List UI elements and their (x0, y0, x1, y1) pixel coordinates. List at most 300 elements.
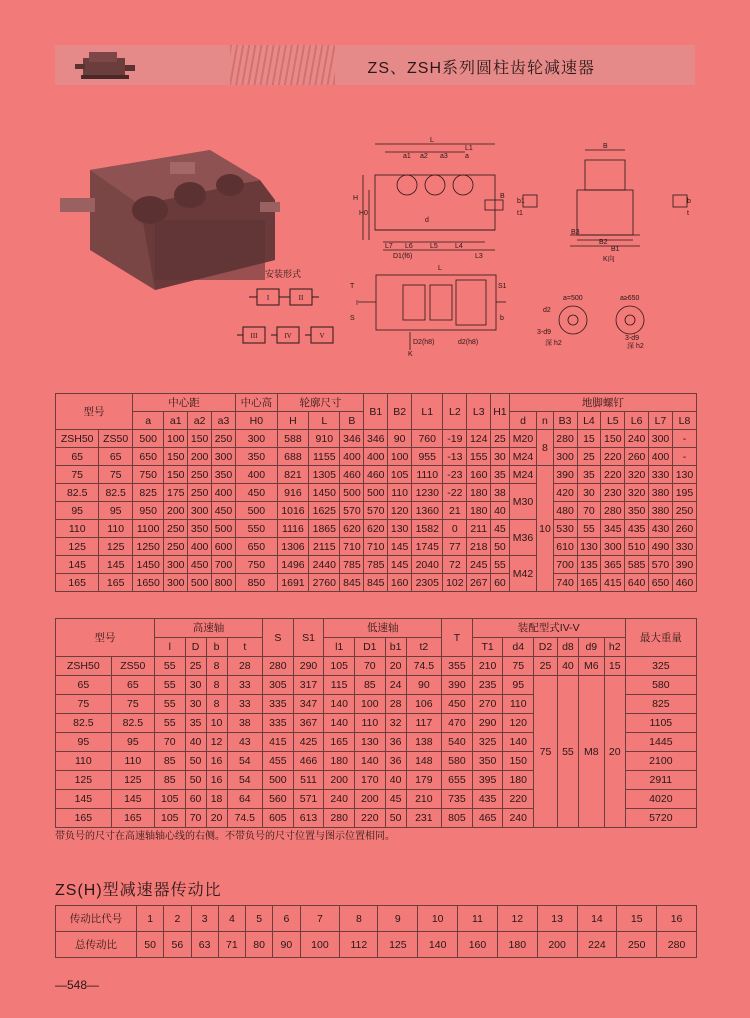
table-cell: 450 (188, 556, 212, 574)
table-cell: 335 (263, 695, 294, 714)
table-cell: 350 (188, 520, 212, 538)
table-cell: 50 (185, 752, 206, 771)
install-form-1: I (266, 294, 270, 302)
svg-text:B1: B1 (611, 246, 620, 253)
table-cell: 16 (206, 771, 227, 790)
table-cell: 38 (491, 484, 510, 502)
table-cell: 218 (467, 538, 491, 556)
ratio-code-row: 传动比代号 1 2 3 4 5 6 7 8 9 10 11 12 13 14 15 16 (56, 906, 697, 932)
table-cell: 28 (385, 695, 406, 714)
table-cell: 430 (649, 520, 673, 538)
table-cell: 130 (577, 538, 601, 556)
table-cell: 355 (442, 657, 473, 676)
table-cell: 5 (246, 906, 273, 932)
svg-text:b: b (500, 315, 504, 322)
svg-text:L: L (430, 137, 434, 144)
table-cell: 5720 (625, 809, 696, 828)
table-cell: 195 (672, 484, 696, 502)
table-cell: 300 (164, 574, 188, 592)
table-cell: 300 (212, 448, 236, 466)
table-cell: 165 (324, 733, 355, 752)
table-cell: M42 (509, 556, 537, 592)
table-cell: 105 (324, 657, 355, 676)
table-cell: 112 (340, 932, 378, 958)
t2-h-model: 型号 (56, 619, 155, 657)
table-cell: 400 (649, 448, 673, 466)
table-cell: 290 (472, 714, 503, 733)
table-cell: 785 (364, 556, 388, 574)
table-cell: 9 (378, 906, 418, 932)
table-cell: 460 (672, 574, 696, 592)
table-cell: 500 (235, 502, 277, 520)
install-forms-diagram (235, 285, 340, 355)
table-cell: 400 (340, 448, 364, 466)
table-cell: 117 (406, 714, 441, 733)
table-cell: 231 (406, 809, 441, 828)
table-cell: 10 (418, 906, 458, 932)
install-form-5: V (319, 332, 325, 340)
table-cell: 165 (56, 574, 99, 592)
table-cell: 220 (601, 448, 625, 466)
table-cell: 70 (354, 657, 385, 676)
table-cell: 102 (443, 574, 467, 592)
table-cell: 140 (503, 733, 534, 752)
svg-text:a2: a2 (420, 153, 428, 160)
table-cell: 511 (293, 771, 324, 790)
table-cell: 55 (154, 714, 185, 733)
table-cell: 330 (649, 466, 673, 484)
svg-text:K向: K向 (603, 256, 615, 263)
table-cell: 200 (324, 771, 355, 790)
table-cell: 35 (491, 466, 510, 484)
table-cell: 90 (273, 932, 300, 958)
table-cell: 588 (277, 430, 308, 448)
table-cell: 335 (263, 714, 294, 733)
table-cell: 130 (388, 520, 412, 538)
table-cell: 90 (388, 430, 412, 448)
table-cell: 571 (293, 790, 324, 809)
table-cell: 140 (418, 932, 458, 958)
table-cell: 40 (185, 733, 206, 752)
table-cell: 1 (137, 906, 164, 932)
table-cell: 320 (625, 466, 649, 484)
table-cell: 580 (625, 676, 696, 695)
table-cell: 145 (111, 790, 154, 809)
table-cell: 36 (385, 752, 406, 771)
table-cell: 30 (185, 695, 206, 714)
svg-text:B2: B2 (599, 239, 608, 246)
table-cell: 280 (263, 657, 294, 676)
shaft-weight-table-body (56, 657, 697, 828)
svg-text:L: L (438, 265, 442, 272)
table-cell: 500 (364, 484, 388, 502)
table-cell: 80 (246, 932, 273, 958)
table-cell: 14 (577, 906, 617, 932)
table-cell: 165 (577, 574, 601, 592)
table-cell: 470 (442, 714, 473, 733)
table-cell: 260 (672, 520, 696, 538)
table-cell: 179 (406, 771, 441, 790)
table-cell: 150 (601, 430, 625, 448)
table-cell: 20 (206, 809, 227, 828)
svg-text:深 h2: 深 h2 (545, 340, 562, 347)
table-cell: 450 (212, 502, 236, 520)
end-view-drawing (515, 140, 695, 265)
table-cell: 1496 (277, 556, 308, 574)
table-cell: 95 (56, 502, 99, 520)
table-cell: 1625 (309, 502, 340, 520)
table-cell: 300 (164, 556, 188, 574)
table-cell: 106 (406, 695, 441, 714)
table-cell: 1306 (277, 538, 308, 556)
t1-h-model: 型号 (56, 394, 133, 430)
table-cell: 150 (164, 466, 188, 484)
page-title: ZS、ZSH系列圆柱齿轮减速器 (367, 60, 595, 77)
table-cell: 55 (154, 657, 185, 676)
table-cell: 1582 (412, 520, 443, 538)
table-cell: 300 (553, 448, 577, 466)
table-cell: 910 (309, 430, 340, 448)
t2-h-high-speed-shaft: 高速轴 (154, 619, 262, 638)
table-cell: 200 (354, 790, 385, 809)
svg-text:H: H (353, 195, 359, 202)
table-cell: 300 (601, 538, 625, 556)
svg-text:d: d (425, 217, 429, 224)
table-cell: 65 (99, 448, 133, 466)
table-cell: 270 (472, 695, 503, 714)
table-cell: 0 (443, 520, 467, 538)
table-cell: 8 (340, 906, 378, 932)
table-cell: 710 (340, 538, 364, 556)
table-cell: 465 (472, 809, 503, 828)
table-cell: -13 (443, 448, 467, 466)
table-cell: 170 (354, 771, 385, 790)
table-cell: 550 (235, 520, 277, 538)
table-cell: 235 (472, 676, 503, 695)
table-cell: 220 (601, 466, 625, 484)
table-cell: 33 (227, 676, 262, 695)
table-cell: 200 (188, 448, 212, 466)
table-cell: 1016 (277, 502, 308, 520)
table-cell: - (672, 430, 696, 448)
table-cell: 390 (672, 556, 696, 574)
ratio-table (55, 905, 697, 958)
table-cell: 15 (577, 430, 601, 448)
table-cell: 735 (442, 790, 473, 809)
install-form-label: 安装形式 (265, 269, 302, 279)
table-cell: 1230 (412, 484, 443, 502)
table-cell: 821 (277, 466, 308, 484)
table-cell: 1865 (309, 520, 340, 538)
table-cell: 145 (388, 538, 412, 556)
table-cell: 60 (491, 574, 510, 592)
table-cell: 75 (534, 676, 558, 828)
table-cell: 650 (649, 574, 673, 592)
table-cell: 916 (277, 484, 308, 502)
table-cell: 250 (188, 484, 212, 502)
table-cell: 460 (364, 466, 388, 484)
table-cell: 400 (235, 466, 277, 484)
footnote: 带负号的尺寸在高速轴轴心线的右侧。不带负号的尺寸位置与图示位置相同。 (55, 831, 395, 842)
table-cell: 250 (164, 520, 188, 538)
table-cell: 250 (212, 430, 236, 448)
table-row (56, 676, 697, 695)
t1-h-center-height: 中心高 (235, 394, 277, 412)
table-cell: 110 (56, 752, 112, 771)
table-cell: 280 (324, 809, 355, 828)
table-cell: 415 (601, 574, 625, 592)
table-cell: 1360 (412, 502, 443, 520)
table-cell: 65 (56, 676, 112, 695)
table-cell: 55 (577, 520, 601, 538)
table-cell: -23 (443, 466, 467, 484)
table-cell: 77 (443, 538, 467, 556)
table-cell: 50 (385, 809, 406, 828)
table-cell: 100 (164, 430, 188, 448)
table-cell: M30 (509, 484, 537, 520)
table-cell: 65 (56, 448, 99, 466)
table-cell: 75 (56, 466, 99, 484)
svg-text:t1: t1 (517, 210, 523, 217)
table-cell: 688 (277, 448, 308, 466)
table-cell: 805 (442, 809, 473, 828)
table-row (56, 538, 697, 556)
table-cell: 110 (56, 520, 99, 538)
table-cell: 54 (227, 771, 262, 790)
table-cell: 2911 (625, 771, 696, 790)
page-number: —548— (55, 978, 100, 992)
table-cell: 250 (672, 502, 696, 520)
table-cell: 40 (491, 502, 510, 520)
table-cell: 90 (406, 676, 441, 695)
table-cell: 45 (385, 790, 406, 809)
table-cell: 145 (388, 556, 412, 574)
table-cell: 435 (625, 520, 649, 538)
table-cell: 380 (649, 484, 673, 502)
table-cell: 75 (503, 657, 534, 676)
table-cell: ZSH50 (56, 657, 112, 676)
table-cell: 180 (467, 502, 491, 520)
table-cell: 175 (164, 484, 188, 502)
table-cell: 580 (442, 752, 473, 771)
table-cell: 16 (206, 752, 227, 771)
table-cell: 2 (164, 906, 191, 932)
table-cell: 2100 (625, 752, 696, 771)
table-cell: 350 (235, 448, 277, 466)
svg-text:H0: H0 (359, 210, 368, 217)
table-cell: 613 (293, 809, 324, 828)
table-cell: 305 (263, 676, 294, 695)
table-cell: 180 (324, 752, 355, 771)
table-cell: 466 (293, 752, 324, 771)
table-cell: 455 (263, 752, 294, 771)
table-cell: 345 (601, 520, 625, 538)
table-cell: 45 (491, 520, 510, 538)
table-cell: 85 (154, 771, 185, 790)
table-row (56, 657, 697, 676)
table-cell: 3 (191, 906, 218, 932)
table-cell: 70 (185, 809, 206, 828)
table-cell: 82.5 (111, 714, 154, 733)
table-cell: M8 (578, 676, 604, 828)
table-cell: 420 (553, 484, 577, 502)
table-cell: 4 (218, 906, 245, 932)
table-cell: 346 (364, 430, 388, 448)
table-cell: 110 (99, 520, 133, 538)
svg-text:a3: a3 (440, 153, 448, 160)
table-cell: 500 (188, 574, 212, 592)
table-cell: 180 (467, 484, 491, 502)
table-cell: 605 (263, 809, 294, 828)
table-cell: 655 (442, 771, 473, 790)
table-cell: 75 (56, 695, 112, 714)
table-cell: 620 (340, 520, 364, 538)
table-cell: 450 (442, 695, 473, 714)
svg-text:L4: L4 (455, 243, 463, 250)
table-cell: 1110 (412, 466, 443, 484)
table-cell: 85 (154, 752, 185, 771)
table-cell: 105 (154, 790, 185, 809)
table-cell: 32 (385, 714, 406, 733)
table-cell: 450 (235, 484, 277, 502)
table-cell: 12 (497, 906, 537, 932)
table-cell: 210 (472, 657, 503, 676)
table-cell: 650 (132, 448, 163, 466)
table-cell: 165 (111, 809, 154, 828)
table-cell: 500 (212, 520, 236, 538)
svg-text:深 h2: 深 h2 (627, 343, 644, 350)
table-cell: 1105 (625, 714, 696, 733)
header-stripes (230, 45, 335, 85)
table-cell: 570 (364, 502, 388, 520)
table-cell: 435 (472, 790, 503, 809)
table-cell: 365 (601, 556, 625, 574)
table-cell: 825 (625, 695, 696, 714)
svg-text:L7: L7 (385, 243, 393, 250)
table-cell: 165 (99, 574, 133, 592)
table-cell: 125 (56, 771, 112, 790)
table-cell: 290 (293, 657, 324, 676)
table-cell: 320 (625, 484, 649, 502)
table-cell: 350 (212, 466, 236, 484)
table-cell: 16 (657, 906, 697, 932)
table-cell: 30 (577, 484, 601, 502)
table-cell: 1305 (309, 466, 340, 484)
table-cell: 135 (577, 556, 601, 574)
table-cell: 100 (388, 448, 412, 466)
table-cell: 1155 (309, 448, 340, 466)
table-cell: 25 (534, 657, 558, 676)
table-cell: 785 (340, 556, 364, 574)
dimension-table-body (56, 430, 697, 592)
svg-text:T: T (350, 283, 355, 290)
table-cell: 1450 (132, 556, 163, 574)
table-cell: 1100 (132, 520, 163, 538)
table-cell: 60 (185, 790, 206, 809)
table-cell: M6 (578, 657, 604, 676)
table-cell: 530 (553, 520, 577, 538)
table-cell: 845 (364, 574, 388, 592)
svg-text:L3: L3 (475, 253, 483, 260)
table-cell: 250 (164, 538, 188, 556)
table-cell: 130 (672, 466, 696, 484)
svg-text:t: t (687, 210, 689, 217)
table-cell: 300 (188, 502, 212, 520)
table-cell: 21 (443, 502, 467, 520)
table-cell: 325 (472, 733, 503, 752)
table-cell: 55 (557, 676, 578, 828)
table-cell: 4020 (625, 790, 696, 809)
svg-text:D2(h8): D2(h8) (413, 339, 435, 346)
table-cell: 75 (99, 466, 133, 484)
table-cell: 955 (412, 448, 443, 466)
table-cell: 224 (577, 932, 617, 958)
svg-text:d2(h8): d2(h8) (458, 339, 479, 346)
table-cell: 71 (218, 932, 245, 958)
table-cell: 400 (364, 448, 388, 466)
table-cell: 750 (132, 466, 163, 484)
table-cell: ZS50 (99, 430, 133, 448)
table-row (56, 574, 697, 592)
table-cell: 700 (553, 556, 577, 574)
table-cell: 15 (617, 906, 657, 932)
table-cell: 8 (206, 676, 227, 695)
table-cell: 1116 (277, 520, 308, 538)
header-gearbox-photo (75, 48, 137, 82)
table-cell: 250 (617, 932, 657, 958)
table-cell: 145 (99, 556, 133, 574)
table-cell: 54 (227, 752, 262, 771)
table-cell: 82.5 (99, 484, 133, 502)
table-cell: 280 (657, 932, 697, 958)
table-cell: 490 (649, 538, 673, 556)
table-cell: M36 (509, 520, 537, 556)
table-cell: 100 (300, 932, 340, 958)
t1-h-anchor-bolts: 地脚螺钉 (509, 394, 696, 412)
table-cell: - (672, 448, 696, 466)
table-row (56, 520, 697, 538)
table-cell: 15 (604, 657, 625, 676)
table-cell: 110 (111, 752, 154, 771)
table-cell: 415 (263, 733, 294, 752)
table-cell: 330 (672, 538, 696, 556)
table-cell: 650 (235, 538, 277, 556)
table-cell: 75 (111, 695, 154, 714)
table-cell: 220 (354, 809, 385, 828)
table-cell: 95 (99, 502, 133, 520)
table-cell: 55 (154, 695, 185, 714)
table-cell: 640 (625, 574, 649, 592)
table-cell: 125 (111, 771, 154, 790)
table-cell: 110 (354, 714, 385, 733)
table-cell: 395 (472, 771, 503, 790)
table-cell: -19 (443, 430, 467, 448)
svg-text:B: B (603, 143, 608, 150)
table-cell: 82.5 (56, 714, 112, 733)
side-view-drawing (345, 130, 510, 260)
table-cell: 367 (293, 714, 324, 733)
table-cell: 267 (467, 574, 491, 592)
table-cell: 480 (553, 502, 577, 520)
table-cell: 160 (458, 932, 498, 958)
table-cell: 30 (185, 676, 206, 695)
table-cell: 1650 (132, 574, 163, 592)
table-cell: 25 (491, 430, 510, 448)
table-cell: 245 (467, 556, 491, 574)
table-cell: 160 (388, 574, 412, 592)
table-cell: 500 (340, 484, 364, 502)
svg-text:L1: L1 (465, 145, 473, 152)
